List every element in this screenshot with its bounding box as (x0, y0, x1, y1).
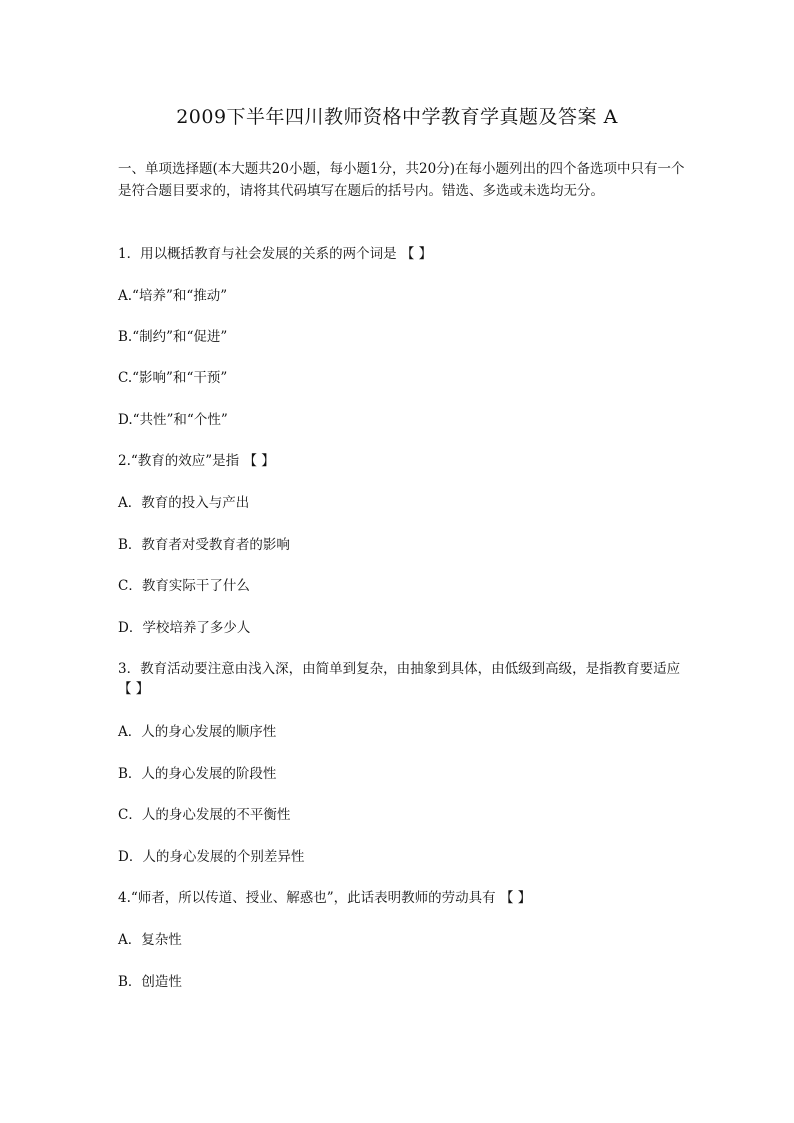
question-2-option-b: B．教育者对受教育者的影响 (118, 537, 290, 553)
question-1-stem: 1．用以概括教育与社会发展的关系的两个词是 【 】 (118, 246, 433, 262)
question-3-option-c: C．人的身心发展的不平衡性 (118, 807, 291, 823)
question-4-option-b: B．创造性 (118, 974, 182, 990)
question-2-option-a: A．教育的投入与产出 (118, 495, 250, 511)
question-3-stem: 3．教育活动要注意由浅入深，由简单到复杂，由抽象到具体，由低级到高级，是指教育要适应 【 】 (118, 661, 681, 697)
question-3-option-d: D．人的身心发展的个别差异性 (118, 849, 305, 865)
section-instructions: 一、单项选择题(本大题共20小题，每小题1分，共20分)在每小题列出的四个备选项中只有一个是符合题目要求的，请将其代码填写在题后的括号内。错选、多选或未选均无分。 (118, 161, 685, 199)
document-title: 2009下半年四川教师资格中学教育学真题及答案 A (176, 106, 618, 128)
question-1-option-a: A.“培养”和“推动” (118, 288, 228, 304)
question-1-option-b: B.“制约”和“促进” (118, 329, 228, 345)
question-3-option-b: B．人的身心发展的阶段性 (118, 766, 277, 782)
question-1-option-d: D.“共性”和“个性” (118, 412, 228, 428)
question-2-stem: 2.“教育的效应”是指 【 】 (118, 453, 275, 469)
question-4-stem: 4.“师者，所以传道、授业、解惑也”，此话表明教师的劳动具有 【 】 (118, 890, 532, 906)
question-3-option-a: A．人的身心发展的顺序性 (118, 724, 277, 740)
question-2-option-d: D．学校培养了多少人 (118, 620, 251, 636)
question-2-option-c: C．教育实际干了什么 (118, 578, 250, 594)
question-4-option-a: A．复杂性 (118, 932, 182, 948)
question-1-option-c: C.“影响”和“干预” (118, 370, 228, 386)
